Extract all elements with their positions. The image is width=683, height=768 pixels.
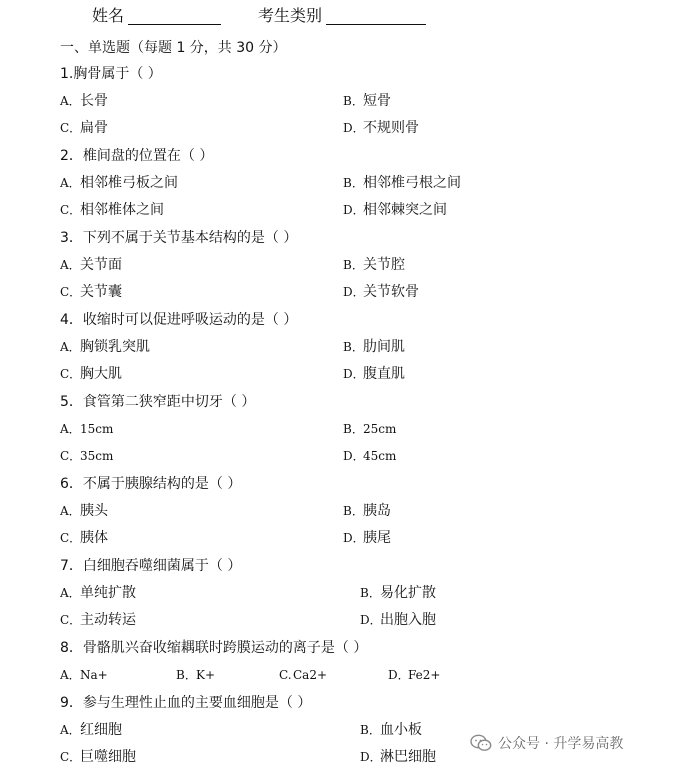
option-a: A．胰头 <box>60 503 108 519</box>
candidate-type-label: 考生类别 <box>258 6 323 25</box>
option-a: A．红细胞 <box>60 722 122 738</box>
option-a: A．胸锁乳突肌 <box>60 339 150 355</box>
option-row <box>0 90 683 112</box>
option-row <box>0 117 683 139</box>
question-stem: 7．白细胞吞噬细菌属于（ ） <box>60 558 242 574</box>
option-c: C．关节囊 <box>60 284 122 300</box>
option-c: C．胰体 <box>60 530 108 546</box>
option-b: B．胰岛 <box>343 503 391 519</box>
option-b: B．25cm <box>343 422 397 436</box>
option-row <box>0 664 683 686</box>
option-row <box>0 527 683 549</box>
option-a: A．长骨 <box>60 93 108 109</box>
option-row <box>0 418 683 440</box>
option-a: A．单纯扩散 <box>60 585 136 601</box>
option-d: D．胰尾 <box>343 530 391 546</box>
option-row <box>0 172 683 194</box>
option-d: D．淋巴细胞 <box>360 749 436 765</box>
question-stem: 8．骨骼肌兴奋收缩耦联时跨膜运动的离子是（ ） <box>60 640 368 656</box>
option-row <box>0 281 683 303</box>
option-row <box>0 363 683 385</box>
candidate-type-blank-line <box>326 24 426 25</box>
question-stem: 2．椎间盘的位置在（ ） <box>60 148 214 164</box>
option-b: B．关节腔 <box>343 257 405 273</box>
option-c: C.Ca2+ <box>279 668 328 682</box>
option-c: C．巨噬细胞 <box>60 749 136 765</box>
option-c: C．扁骨 <box>60 120 108 136</box>
watermark <box>470 732 623 754</box>
option-row <box>0 199 683 221</box>
option-row <box>0 582 683 604</box>
question-stem: 3．下列不属于关节基本结构的是（ ） <box>60 230 298 246</box>
option-d: D．相邻棘突之间 <box>343 202 447 218</box>
watermark-text: 公众号 · 升学易高教 <box>498 736 624 752</box>
question-stem: 4．收缩时可以促进呼吸运动的是（ ） <box>60 312 298 328</box>
option-row <box>0 336 683 358</box>
question-stem: 9．参与生理性止血的主要血细胞是（ ） <box>60 695 312 711</box>
option-b: B．肋间肌 <box>343 339 405 355</box>
option-d: D．45cm <box>343 449 397 463</box>
name-label: 姓名 <box>92 6 125 25</box>
option-row <box>0 609 683 631</box>
option-c: C．胸大肌 <box>60 366 122 382</box>
wechat-icon <box>470 734 492 752</box>
option-c: C．相邻椎体之间 <box>60 202 164 218</box>
option-d: D．腹直肌 <box>343 366 405 382</box>
option-a: A．Na+ <box>60 668 108 682</box>
option-a: A．相邻椎弓板之间 <box>60 175 178 191</box>
option-b: B．相邻椎弓根之间 <box>343 175 461 191</box>
option-a: A．关节面 <box>60 257 122 273</box>
question-stem: 6．不属于胰腺结构的是（ ） <box>60 476 242 492</box>
option-a: A．15cm <box>60 422 114 436</box>
option-b: B．K+ <box>176 668 216 682</box>
option-b: B．血小板 <box>360 722 422 738</box>
option-d: D．Fe2+ <box>388 668 441 682</box>
option-c: C．35cm <box>60 449 114 463</box>
option-b: B．短骨 <box>343 93 391 109</box>
question-stem: 1.胸骨属于（ ） <box>60 66 162 82</box>
option-row <box>0 445 683 467</box>
option-row <box>0 254 683 276</box>
option-row <box>0 500 683 522</box>
option-d: D．不规则骨 <box>343 120 419 136</box>
exam-header <box>0 6 683 30</box>
section-title: 一、单选题（每题 1 分，共 30 分） <box>60 40 287 56</box>
option-d: D．出胞入胞 <box>360 612 436 628</box>
question-stem: 5．食管第二狭窄距中切牙（ ） <box>60 394 256 410</box>
name-blank-line <box>128 24 221 25</box>
option-d: D．关节软骨 <box>343 284 419 300</box>
option-b: B．易化扩散 <box>360 585 436 601</box>
option-c: C．主动转运 <box>60 612 136 628</box>
